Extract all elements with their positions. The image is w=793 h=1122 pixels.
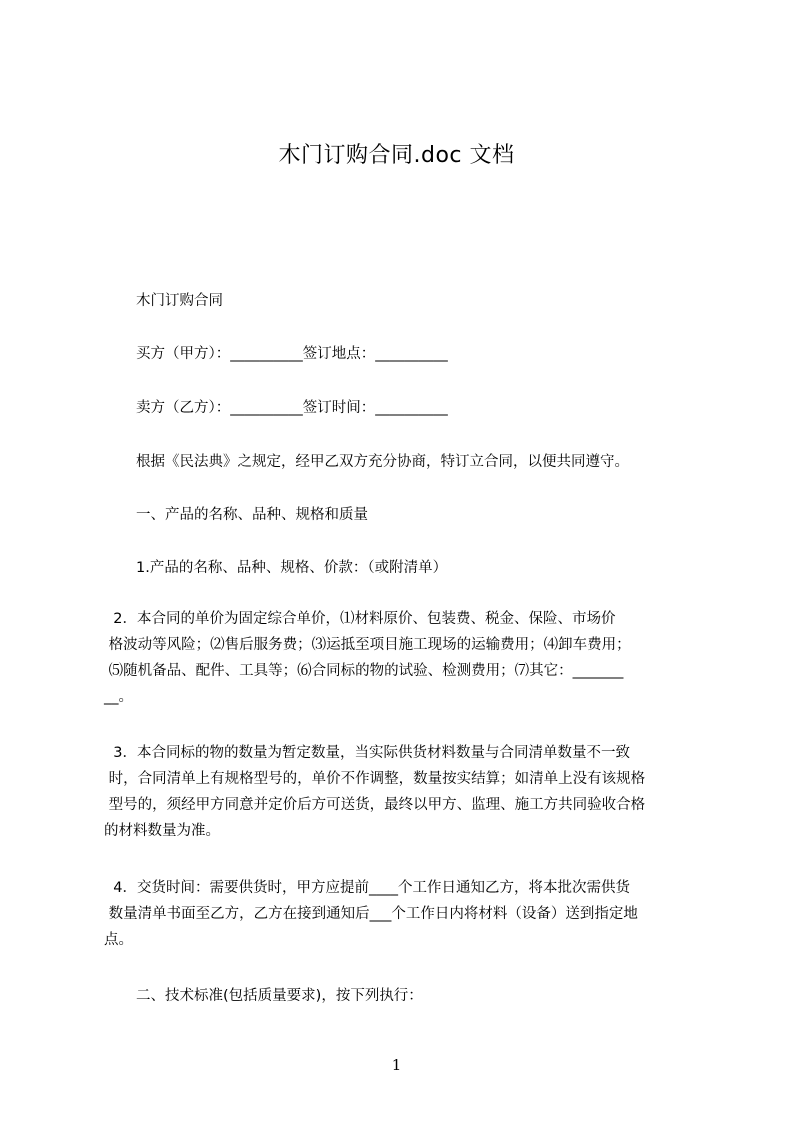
item-2-line-2: 格波动等风险；⑵售后服务费；⑶运抵至项目施工现场的运输费用；⑷卸车费用； (104, 637, 631, 653)
item-3-line-1: 3．本合同标的物的数量为暂定数量，当实际供货材料数量与合同清单数量不一致 (104, 745, 630, 761)
item-3-line-3: 型号的，须经甲方同意并定价后方可送货，最终以甲方、监理、施工方共同验收合格 (104, 797, 646, 813)
contract-heading: 木门订购合同 (136, 293, 223, 309)
basis-paragraph: 根据《民法典》之规定，经甲乙双方充分协商，特订立合同，以便共同遵守。 (136, 454, 629, 470)
seller-line: 卖方（乙方）：__________签订时间：__________ (136, 400, 448, 416)
item-1-line: 1.产品的名称、品种、规格、价款：（或附清单） (136, 560, 448, 576)
item-4-line-2: 数量清单书面至乙方，乙方在接到通知后___个工作日内将材料（设备）送到指定地 (104, 906, 638, 922)
item-3-paragraph (104, 740, 716, 844)
item-4-line-3: 点。 (104, 932, 133, 948)
item-4-paragraph (104, 875, 716, 953)
item-2-line-4: __。 (104, 689, 133, 705)
item-2-line-3: ⑸随机备品、配件、工具等；⑹合同标的物的试验、检测费用；⑺其它：_______ (104, 663, 624, 679)
section-2-heading: 二、技术标准(包括质量要求)，按下列执行： (136, 988, 423, 1004)
item-3-line-4: 的材料数量为准。 (104, 823, 220, 839)
section-1-heading: 一、产品的名称、品种、规格和质量 (136, 507, 368, 523)
item-2-line-1: 2．本合同的单价为固定综合单价，⑴材料原价、包装费、税金、保险、市场价 (104, 611, 616, 627)
item-2-paragraph (104, 606, 716, 710)
buyer-line: 买方（甲方）：__________签订地点：__________ (136, 346, 448, 362)
document-title: 木门订购合同.doc 文档 (278, 143, 515, 168)
item-3-line-2: 时，合同清单上有规格型号的，单价不作调整，数量按实结算；如清单上没有该规格 (104, 771, 646, 787)
item-4-line-1: 4．交货时间：需要供货时，甲方应提前____个工作日通知乙方，将本批次需供货 (104, 880, 630, 896)
page-number: 1 (391, 1056, 402, 1074)
